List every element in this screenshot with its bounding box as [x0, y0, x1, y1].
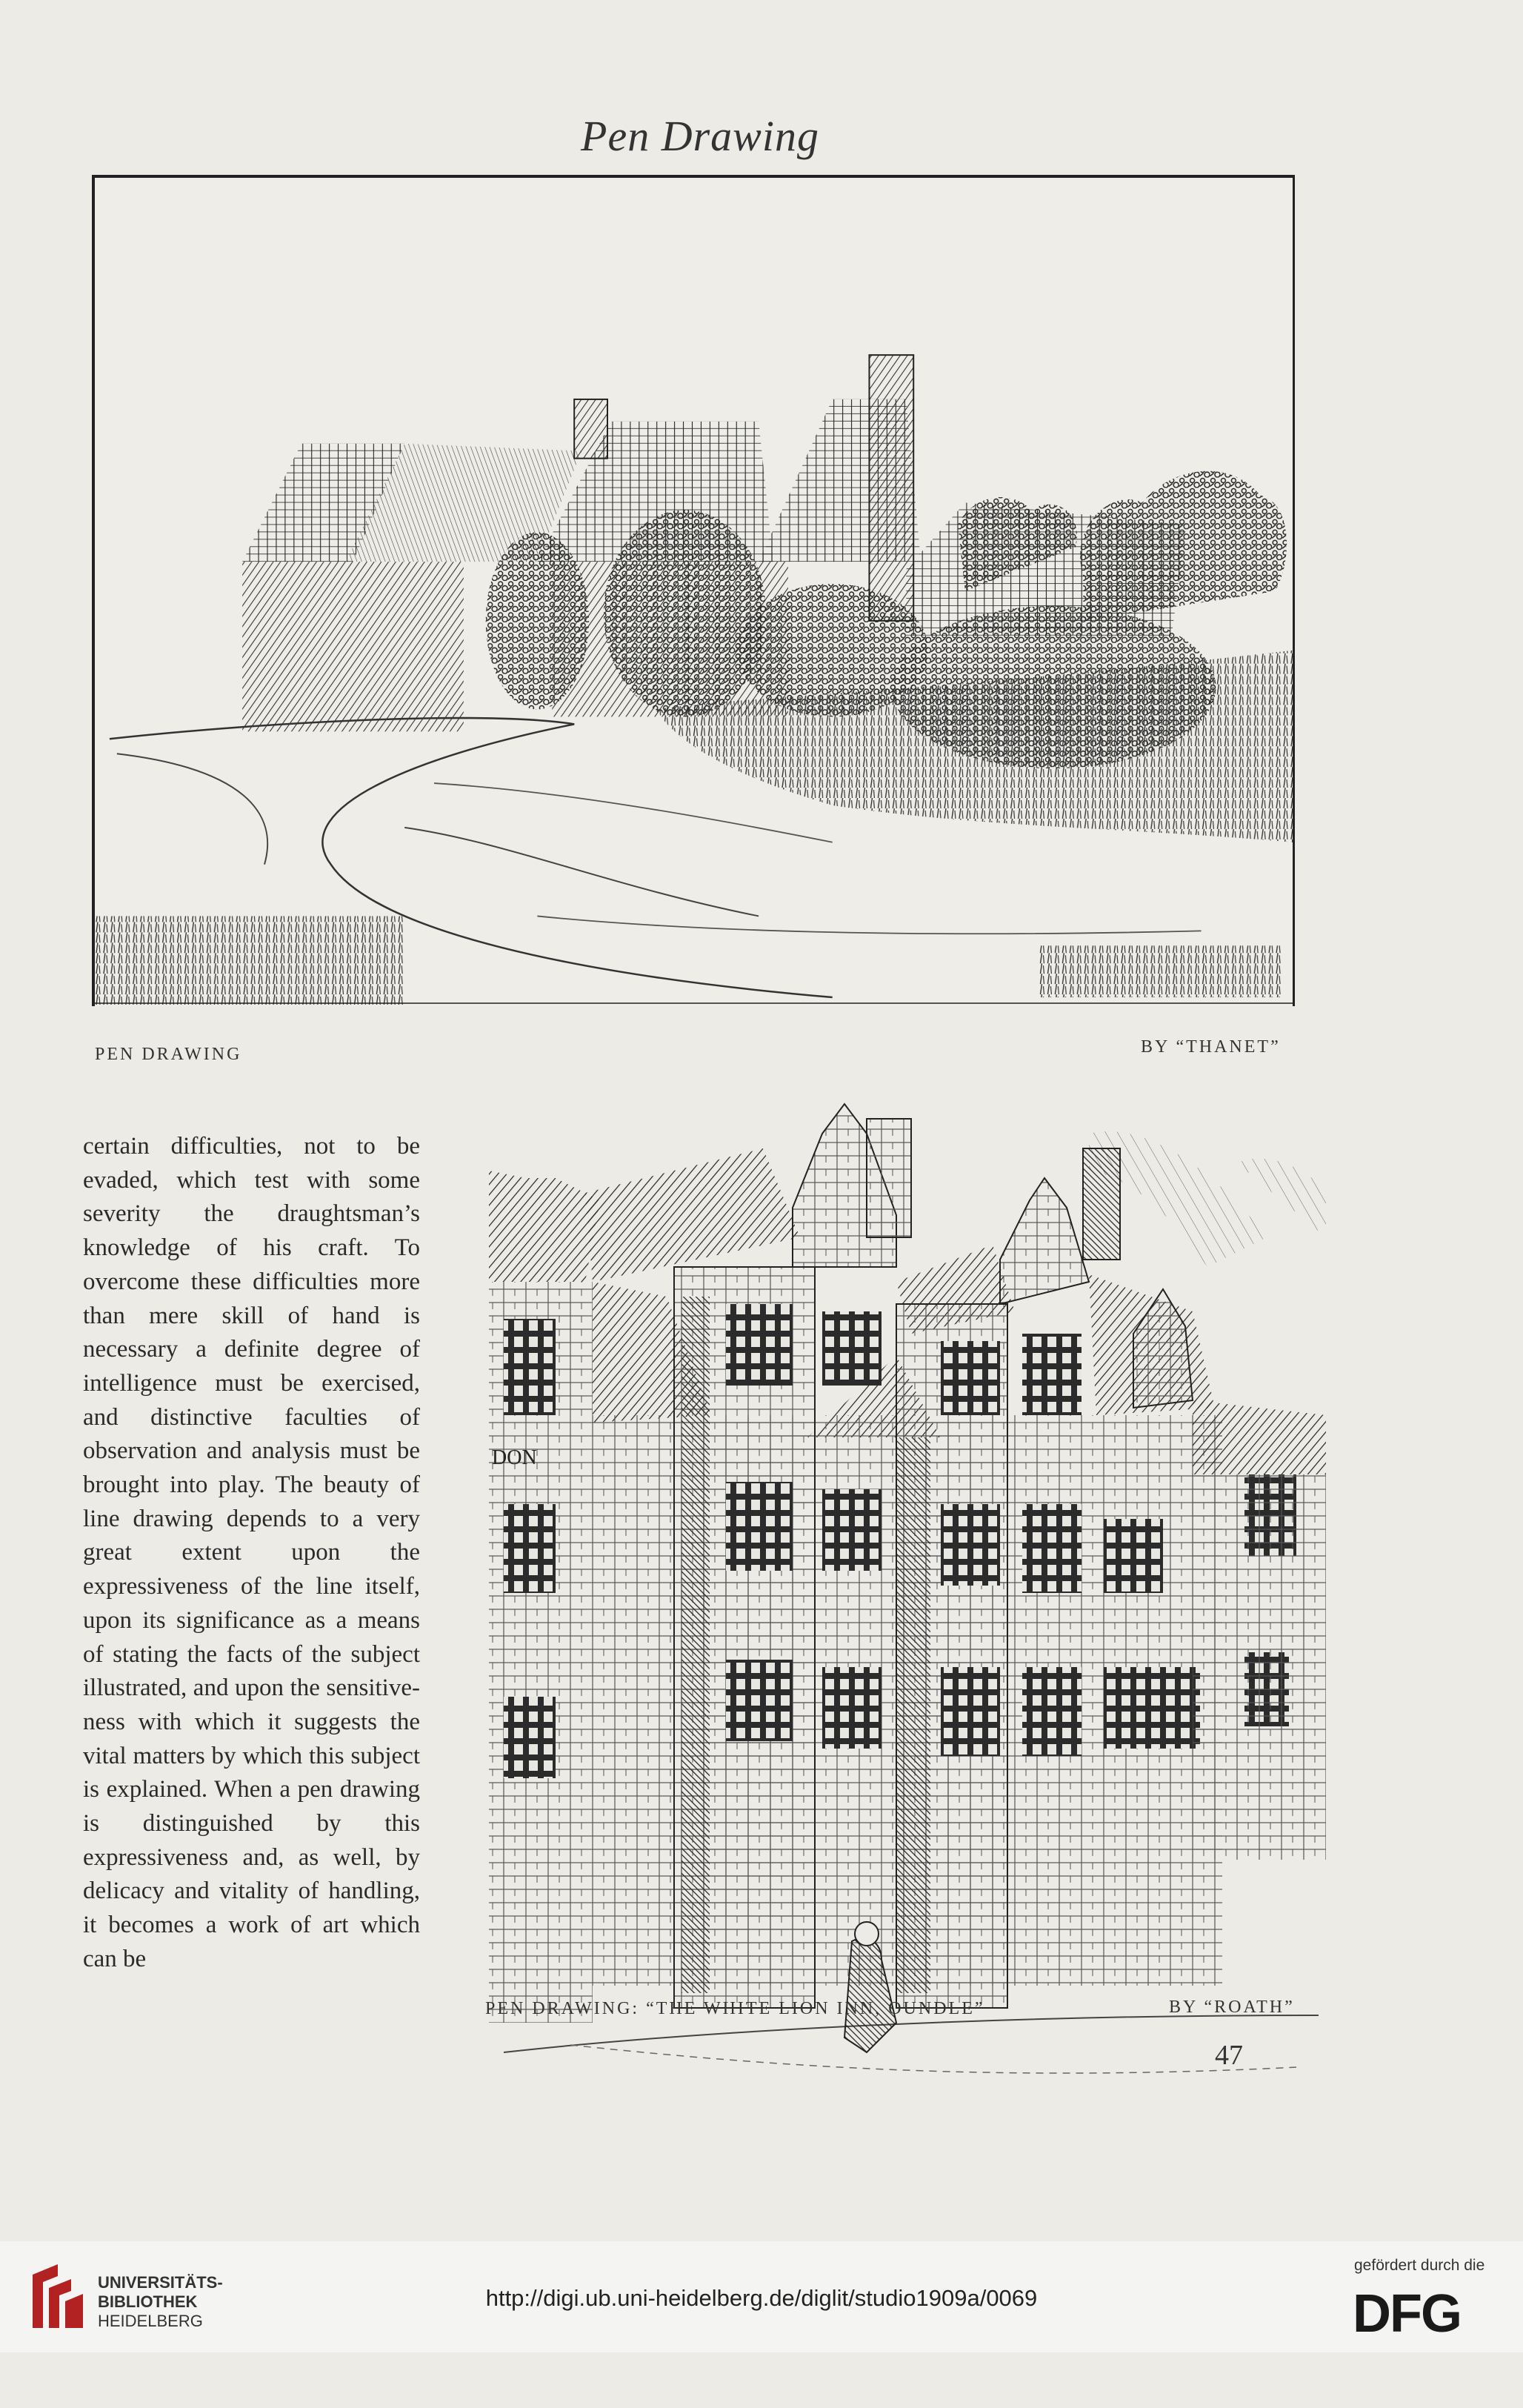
- bottom-caption-right: BY “ROATH”: [1169, 1998, 1295, 2017]
- running-title: Pen Drawing: [581, 112, 819, 160]
- inn-sign-text: DON: [492, 1446, 537, 1469]
- bottom-caption-left: PEN DRAWING: “THE WHITE LION INN, OUNDLE”: [485, 1999, 985, 2018]
- funder-logo: DFG: [1353, 2284, 1461, 2344]
- source-url-link[interactable]: http://digi.ub.uni-heidelberg.de/diglit/studio1909a/0069: [485, 2285, 1038, 2311]
- library-name-line1: UNIVERSITÄTS-: [98, 2273, 223, 2292]
- funder-label: gefördert durch die: [1354, 2257, 1485, 2274]
- top-caption-right: BY “THANET”: [1141, 1037, 1281, 1057]
- library-name-line2: BIBLIOTHEK: [98, 2292, 198, 2311]
- body-paragraph: certain difficulties, not to be evaded, which test with some severity the draughtsman’s knowledge of his craft. To overcome these difficulties more than mere skill of hand is necessary a definite degree of intelligence must be exercised, and distinctive faculties of observation and analysis must be brought into play. The beauty of line drawing depends to a very great extent upon the expressiveness of the line itself, upon its significance as a means of stating the facts of the subject illustrated, and upon the sensitiveness with which it suggests the vital matters by which this subject is explained. When a pen drawing is distinguished by this expressiveness and, as well, by delicacy and vitality of handling, it becomes a work of art which can be: [83, 1133, 420, 1972]
- body-text: [83, 1130, 420, 1977]
- top-caption-left: PEN DRAWING: [95, 1045, 242, 1064]
- top-illustration: [92, 175, 1295, 1006]
- page-number: 47: [1215, 2040, 1243, 2071]
- library-name-line3: HEIDELBERG: [98, 2312, 203, 2330]
- bottom-illustration: [481, 1089, 1326, 2408]
